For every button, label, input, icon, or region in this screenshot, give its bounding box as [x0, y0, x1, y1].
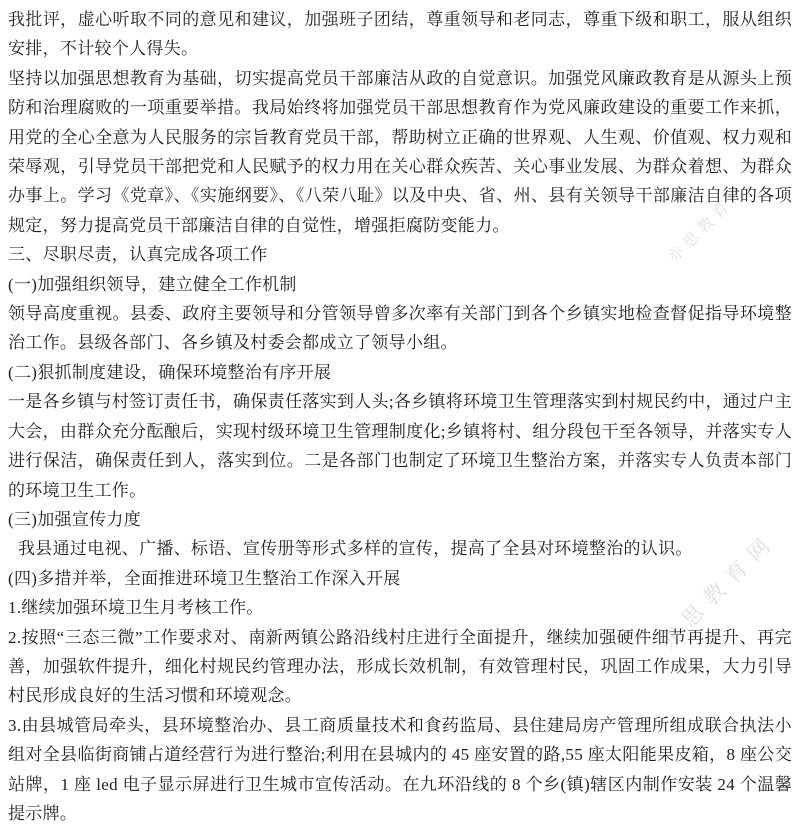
paragraph-body: 一是各乡镇与村签订责任书，确保责任落实到人头;各乡镇将环境卫生管理落实到村规民约中，通过户主大会，由群众充分酝酿后，实现村级环境卫生管理制度化;乡镇将村、组分段包干至各领导，并落实专人进行保洁，确保责任到人，落实到位。二是各部门也制定了环境卫生整治方案，并落实专人负责本部门的环境卫生工作。	[8, 392, 792, 500]
watermark: 亦思教育网	[655, 528, 782, 654]
subsection-heading: (四)多措并举，全面推进环境卫生整治工作深入开展	[8, 568, 401, 588]
subsection-heading: (二)狠抓制度建设，确保环境整治有序开展	[8, 362, 332, 382]
subsection-heading: (三)加强宣传力度	[8, 509, 142, 529]
paragraph-body: 我县通过电视、广播、标语、宣传册等形式多样的宣传，提高了全县对环境整治的认识。	[18, 539, 693, 559]
paragraph-body: 坚持以加强思想教育为基础，切实提高党员干部廉洁从政的自觉意识。加强党风廉政教育是从源头上预防和治理腐败的一项重要举措。我局始终将加强党员干部思想教育作为党风廉政建设的重要工作来抓，用党的全心全意为人民服务的宗旨教育党员干部，帮助树立正确的世界观、人生观、价值观、权力观和荣辱观，引导党员干部把党和人民赋予的权力用在关心群众疾苦、关心事业发展、为群众着想、为群众办事上。学习《党章》、《实施纲要》、《八荣八耻》以及中央、省、州、县有关领导干部廉洁自律的各项规定，努力提高党员干部廉洁自律的自觉性，增强拒腐防变能力。	[8, 68, 792, 235]
list-item: 1.继续加强环境卫生月考核工作。	[8, 598, 264, 618]
paragraph-continuation: 我批评，虚心听取不同的意见和建议，加强班子团结，尊重领导和老同志，尊重下级和职工，服从组织安排，不计较个人得失。	[8, 10, 792, 59]
list-item: 3.由县城管局牵头，县环境整治办、县工商质量技术和食药监局、县住建局房产管理所组成联合执法小组对全县临街商铺占道经营行为进行整治;利用在县城内的 45 座安置的路,55 座太阳能果皮箱，8 座公交站牌，1 座 led 电子显示屏进行卫生城市宣传活动。在九环沿线的 8 个乡(镇)辖区内制作安装 24 个温馨提示牌。	[8, 715, 792, 823]
subsection-heading: (一)加强组织领导，建立健全工作机制	[8, 274, 297, 294]
paragraph-body: 领导高度重视。县委、政府主要领导和分管领导曾多次率有关部门到各个乡镇实地检查督促指导环境整治工作。县级各部门、各乡镇及村委会都成立了领导小组。	[8, 304, 792, 353]
watermark: 亦思教育网	[665, 180, 752, 267]
section-heading: 三、尽职尽责，认真完成各项工作	[8, 245, 268, 265]
list-item: 2.按照“三态三微”工作要求对、南新两镇公路沿线村庄进行全面提升，继续加强硬件细节再提升、再完善，加强软件提升，细化村规民约管理办法，形成长效机制，有效管理村民，巩固工作成果，大力引导村民形成良好的生活习惯和环境观念。	[8, 627, 792, 706]
